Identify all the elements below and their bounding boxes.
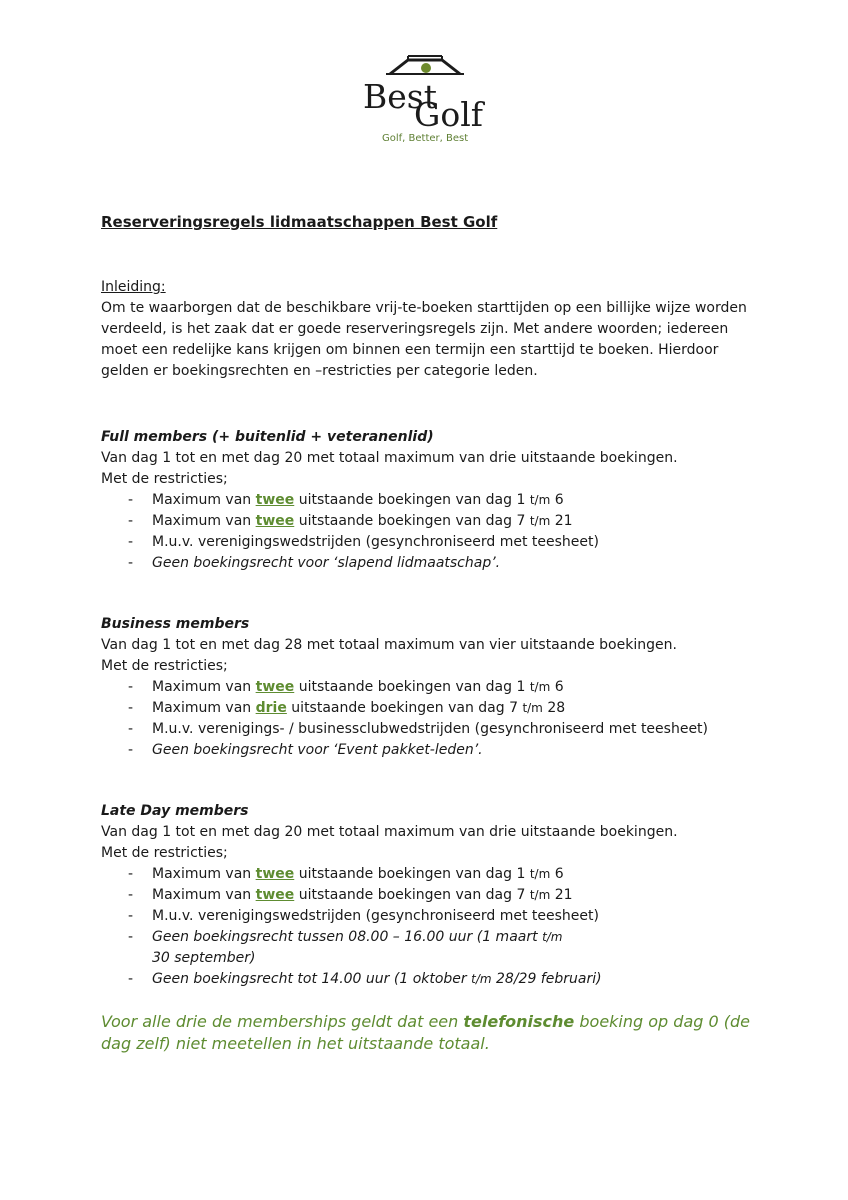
list-item: - Geen boekingsrecht voor ‘Event pakket-leden’. <box>128 742 483 758</box>
closing-note: Voor alle drie de memberships geldt dat een telefonische boeking op dag 0 (de dag zelf) niet meetellen in het uitstaande totaal. <box>101 1012 750 1053</box>
list-item: - Maximum van twee uitstaande boekingen van dag 1 t/m 6 <box>128 492 564 508</box>
list-item: - Geen boekingsrecht voor ‘slapend lidmaatschap’. <box>128 555 501 571</box>
section-line: Van dag 1 tot en met dag 28 met totaal maximum van vier uitstaande boekingen. <box>101 637 677 653</box>
intro-text: Om te waarborgen dat de beschikbare vrij-te-boeken starttijden op een billijke wijze worden verdeeld, is het zaak dat er goede reserveringsregels zijn. Met andere woorden; iedereen moet een redelijke kans krijgen om binnen een termijn een starttijd te boeken. Hierdoor gelden er boekingsrechten en –restricties per categorie leden. <box>101 300 747 379</box>
section-full-members <box>101 427 761 574</box>
list-item: - Maximum van twee uitstaande boekingen van dag 7 t/m 21 <box>128 513 573 529</box>
section-title: Late Day members <box>101 803 249 819</box>
section-line: Van dag 1 tot en met dag 20 met totaal maximum van drie uitstaande boekingen. <box>101 824 678 840</box>
list-item: - Maximum van twee uitstaande boekingen van dag 1 t/m 6 <box>128 866 564 882</box>
section-line: Met de restricties; <box>101 471 228 487</box>
highlight-word: twee <box>255 679 295 695</box>
highlight-word: twee <box>255 513 295 529</box>
list-item: - M.u.v. verenigingswedstrijden (gesynchroniseerd met teesheet) <box>128 534 599 550</box>
section-line: Met de restricties; <box>101 845 228 861</box>
list-item: - Maximum van twee uitstaande boekingen van dag 7 t/m 21 <box>128 887 573 903</box>
golf-ball-icon <box>421 63 431 73</box>
logo-tagline: Golf, Better, Best <box>382 133 469 144</box>
highlight-word: twee <box>255 887 295 903</box>
page-title: Reserveringsregels lidmaatschappen Best Golf <box>101 213 498 231</box>
highlight-word: twee <box>255 492 295 508</box>
list-item: - M.u.v. verenigingswedstrijden (gesynchroniseerd met teesheet) <box>128 908 599 924</box>
section-line: Van dag 1 tot en met dag 20 met totaal maximum van drie uitstaande boekingen. <box>101 450 678 466</box>
restriction-list <box>101 677 761 761</box>
list-item: - Geen boekingsrecht tot 14.00 uur (1 oktober t/m 28/29 februari) <box>128 971 602 987</box>
section-late-day-members <box>101 801 761 990</box>
section-title: Business members <box>101 616 250 632</box>
logo-word-best: Best <box>363 77 437 116</box>
list-item: - Geen boekingsrecht tussen 08.00 – 16.00 uur (1 maart t/m 30 september) <box>128 929 563 966</box>
list-item: - M.u.v. verenigings- / businessclubwedstrijden (gesynchroniseerd met teesheet) <box>128 721 709 737</box>
intro-heading: Inleiding: <box>101 279 166 295</box>
list-item: - Maximum van drie uitstaande boekingen van dag 7 t/m 28 <box>128 700 566 716</box>
restriction-list <box>101 490 761 574</box>
highlight-word: drie <box>255 700 287 716</box>
best-golf-logo <box>360 52 490 148</box>
section-title: Full members (+ buitenlid + veteranenlid) <box>101 429 434 445</box>
highlight-word: twee <box>255 866 295 882</box>
list-item: - Maximum van twee uitstaande boekingen van dag 1 t/m 6 <box>128 679 564 695</box>
section-business-members <box>101 614 761 761</box>
section-line: Met de restricties; <box>101 658 228 674</box>
logo-word-golf: Golf <box>414 95 483 134</box>
restriction-list <box>101 864 761 990</box>
closing-emphasis: telefonische <box>463 1012 575 1031</box>
